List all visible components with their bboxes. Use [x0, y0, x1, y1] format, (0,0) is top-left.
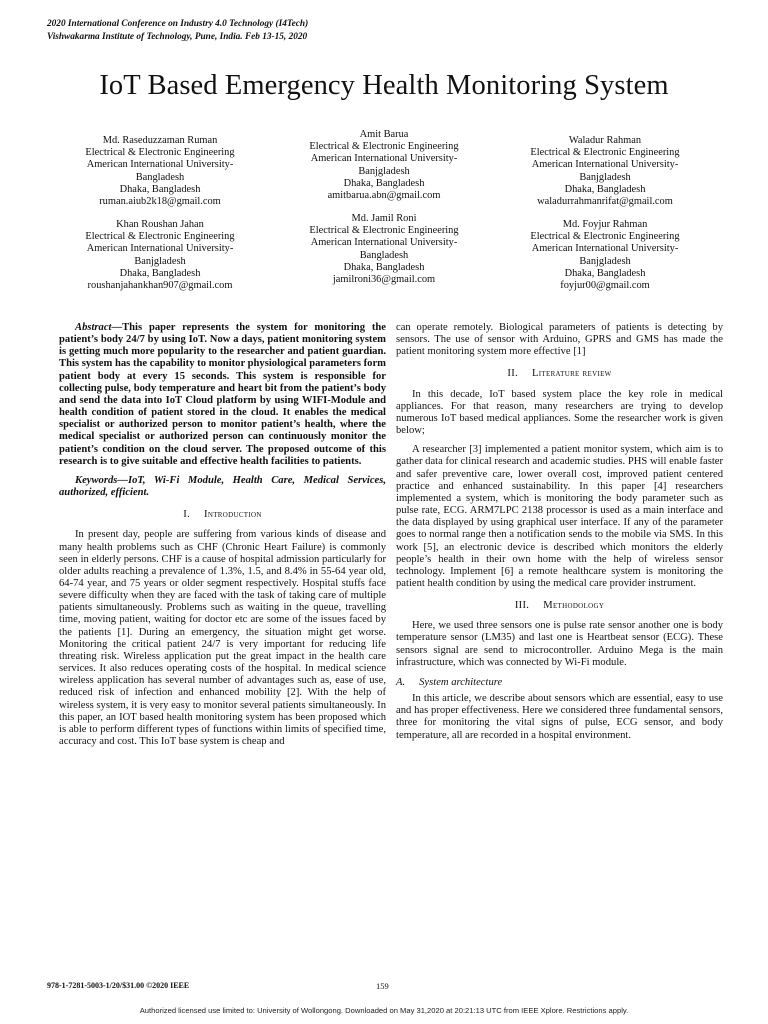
section-number: II.	[507, 368, 519, 380]
section-heading-introduction	[59, 509, 386, 521]
left-column	[59, 322, 386, 748]
author-univ: American International University-	[531, 243, 679, 255]
introduction-paragraph: In present day, people are suffering from various kinds of disease and many health problems such as CHF (Chronic Heart Failure) is commonly seen in elderly persons. CHF is a cause of hospital admission particularly for older adults reaching a prevalence of 1.3%, 1.5, and 8.4% in 55-64 year old, 64-74 year, and 75 years or older segment respectively. Hospital stuffs face severe difficulty when they are faced with the task of taking care of multiple patients simultaneously. Problems such as waiting in the queue, travelling time, moving patient, waiting for doctor etc are some of the issues faced by the patients [1]. During an emergency, the situation might get worse. Monitoring the critical patient 24/7 is very important for reducing life threating risk. Wireless application put the great impact in the health care services. It also reduces operating costs of the hospital. In medical science wireless application has several number of advantages such as, ease of use, reduced risk of infection and enhanced mobility [2]. With the help of wireless system, it is very easy to monitor several patients simultaneously. In this paper, an IOT based health monitoring system has been proposed which is able to perform different types of functions within limits of specified time, accuracy and cost. This IoT base system is cheap and	[59, 529, 386, 747]
section-title: Methodology	[543, 600, 605, 612]
author-email: waladurrahmanrifat@gmail.com	[537, 196, 673, 208]
author-country: Banjgladesh	[579, 255, 631, 267]
author-country: Banjgladesh	[358, 165, 410, 177]
author-block	[269, 213, 499, 286]
conference-header	[47, 18, 308, 43]
methodology-paragraph: Here, we used three sensors one is pulse rate sensor another one is body temperature sensor (LM35) and last one is Heartbeat sensor (ECG). These sensors signal are send to microcontroller. Arduino Mega is the main infrastructure, which was connected by Wi-Fi module.	[396, 620, 723, 668]
abstract-text: This paper represents the system for monitoring the patient’s body 24/7 by using IoT. Now a days, patient monitoring system is getting much more popularity to the researcher and patient guardian. This system has the capability to monitor physiological parameters form patient body at every 15 seconds. This system is responsible for collecting pulse, body temperature and heart bit from the patient’s body and send the data into IoT Cloud platform by using WIFI-Module and health condition of patient stored in the cloud. It enables the medical specialist or authorized person to monitor patient’s health, where the medical specialist or authorized person can continuously monitor the patient’s condition on the cloud server. The proposed outcome of this research is to give suitable and effective health facilities to patients.	[59, 322, 386, 467]
author-country: Banjgladesh	[134, 255, 186, 267]
paper-title: IoT Based Emergency Health Monitoring System	[99, 70, 669, 101]
author-name: Waladur Rahman	[568, 135, 642, 146]
abstract	[59, 322, 386, 468]
author-dept: Electrical & Electronic Engineering	[530, 231, 680, 243]
section-number: I.	[183, 509, 191, 521]
subsection-title: System architecture	[419, 676, 503, 688]
author-block	[45, 219, 275, 292]
author-dept: Electrical & Electronic Engineering	[530, 147, 680, 159]
author-city: Dhaka, Bangladesh	[119, 183, 201, 195]
author-city: Dhaka, Bangladesh	[564, 267, 646, 279]
literature-paragraph: A researcher [3] implemented a patient monitor system, which aim is to gather data for clinical research and academic studies. PHS will enable faster and safer preventive care, lower overall cost, improved patient centered practice and enhanced sustainability. In this paper [4] researchers implemented a system, which is monitoring the body parameter such as pulse rate, ECG. ARM7LPC 2138 processor is used as a main interface and the data displayed by using graphical user interface. If any of the parameter goes to normal range then a notification sends to the mobile via SMS. In this work [5], an electronic device is described which monitors the elderly people’s health in their own home with the help of wireless sensor technology. Implement [6] a remote healthcare system is monitoring the patient health condition by using the medical care provider instrument.	[396, 444, 723, 589]
section-heading-literature	[396, 368, 723, 380]
author-name: Khan Roushan Jahan	[116, 219, 204, 230]
system-architecture-paragraph: In this article, we describe about sensors which are essential, easy to use and has proper effectiveness. Here we considered three fundamental sensors, three for monitoring the vital signs of pulse, ECG sensor, and body temperature, all are recorded in a hospital environment.	[396, 693, 723, 741]
introduction-continuation: can operate remotely. Biological parameters of patients is detecting by sensors. The use of sensor with Arduino, GPRS and GMS has made the patient monitoring system more effective [1]	[396, 322, 723, 358]
conference-line-2: Vishwakarma Institute of Technology, Pune, India. Feb 13-15, 2020	[47, 31, 308, 42]
author-univ: American International University-	[86, 159, 234, 171]
author-name: Amit Barua	[359, 129, 409, 140]
author-block	[45, 135, 275, 208]
author-dept: Electrical & Electronic Engineering	[85, 147, 235, 159]
license-notice: Authorized licensed use limited to: University of Wollongong. Downloaded on May 31,2020 at 20:21:13 UTC from IEEE Xplore. Restrictions apply.	[139, 1006, 629, 1015]
author-city: Dhaka, Bangladesh	[119, 267, 201, 279]
author-country: Banjgladesh	[579, 171, 631, 183]
author-block	[269, 129, 499, 202]
author-block	[490, 135, 720, 208]
page-number: 159	[376, 981, 389, 991]
author-email: jamilroni36@gmail.com	[332, 274, 436, 286]
footer-isbn: 978-1-7281-5003-1/20/$31.00 ©2020 IEEE	[47, 981, 190, 990]
author-dept: Electrical & Electronic Engineering	[309, 225, 459, 237]
author-name: Md. Foyjur Rahman	[562, 219, 648, 230]
author-univ: American International University-	[310, 237, 458, 249]
section-number: III.	[514, 600, 530, 612]
author-dept: Electrical & Electronic Engineering	[85, 231, 235, 243]
abstract-label: Abstract	[75, 322, 112, 333]
abstract-dash: —	[111, 322, 123, 333]
author-name: Md. Raseduzzaman Ruman	[102, 135, 218, 146]
section-title: Literature review	[532, 368, 612, 380]
subsection-heading-system-architecture	[396, 677, 723, 689]
keywords-label: Keywords—	[75, 474, 128, 486]
conference-line-1: 2020 International Conference on Industry 4.0 Technology (I4Tech)	[47, 19, 309, 29]
author-city: Dhaka, Bangladesh	[343, 177, 425, 189]
literature-paragraph: In this decade, IoT based system place the key role in medical appliances. For that reason, many researchers are trying to develop numerous IoT based medical appliances. Some the researcher work is given below;	[396, 388, 723, 437]
section-heading-methodology	[396, 600, 723, 612]
author-email: amitbarua.abn@gmail.com	[327, 190, 441, 202]
author-block	[490, 219, 720, 292]
author-city: Dhaka, Bangladesh	[564, 183, 646, 195]
author-univ: American International University-	[310, 153, 458, 165]
section-title: Introduction	[204, 509, 262, 521]
subsection-number: A.	[396, 676, 406, 688]
author-univ: American International University-	[86, 243, 234, 255]
author-country: Bangladesh	[135, 171, 185, 183]
keywords	[59, 475, 386, 499]
author-dept: Electrical & Electronic Engineering	[309, 141, 459, 153]
author-email: roushanjahankhan907@gmail.com	[87, 280, 233, 292]
author-email: foyjur00@gmail.com	[560, 280, 650, 292]
author-city: Dhaka, Bangladesh	[343, 261, 425, 273]
keywords-text: IoT, Wi-Fi Module, Health Care, Medical Services, authorized, efficient.	[59, 474, 386, 499]
author-country: Bangladesh	[359, 249, 409, 261]
author-univ: American International University-	[531, 159, 679, 171]
author-email: ruman.aiub2k18@gmail.com	[99, 196, 221, 208]
author-name: Md. Jamil Roni	[351, 213, 417, 224]
right-column	[396, 322, 723, 742]
